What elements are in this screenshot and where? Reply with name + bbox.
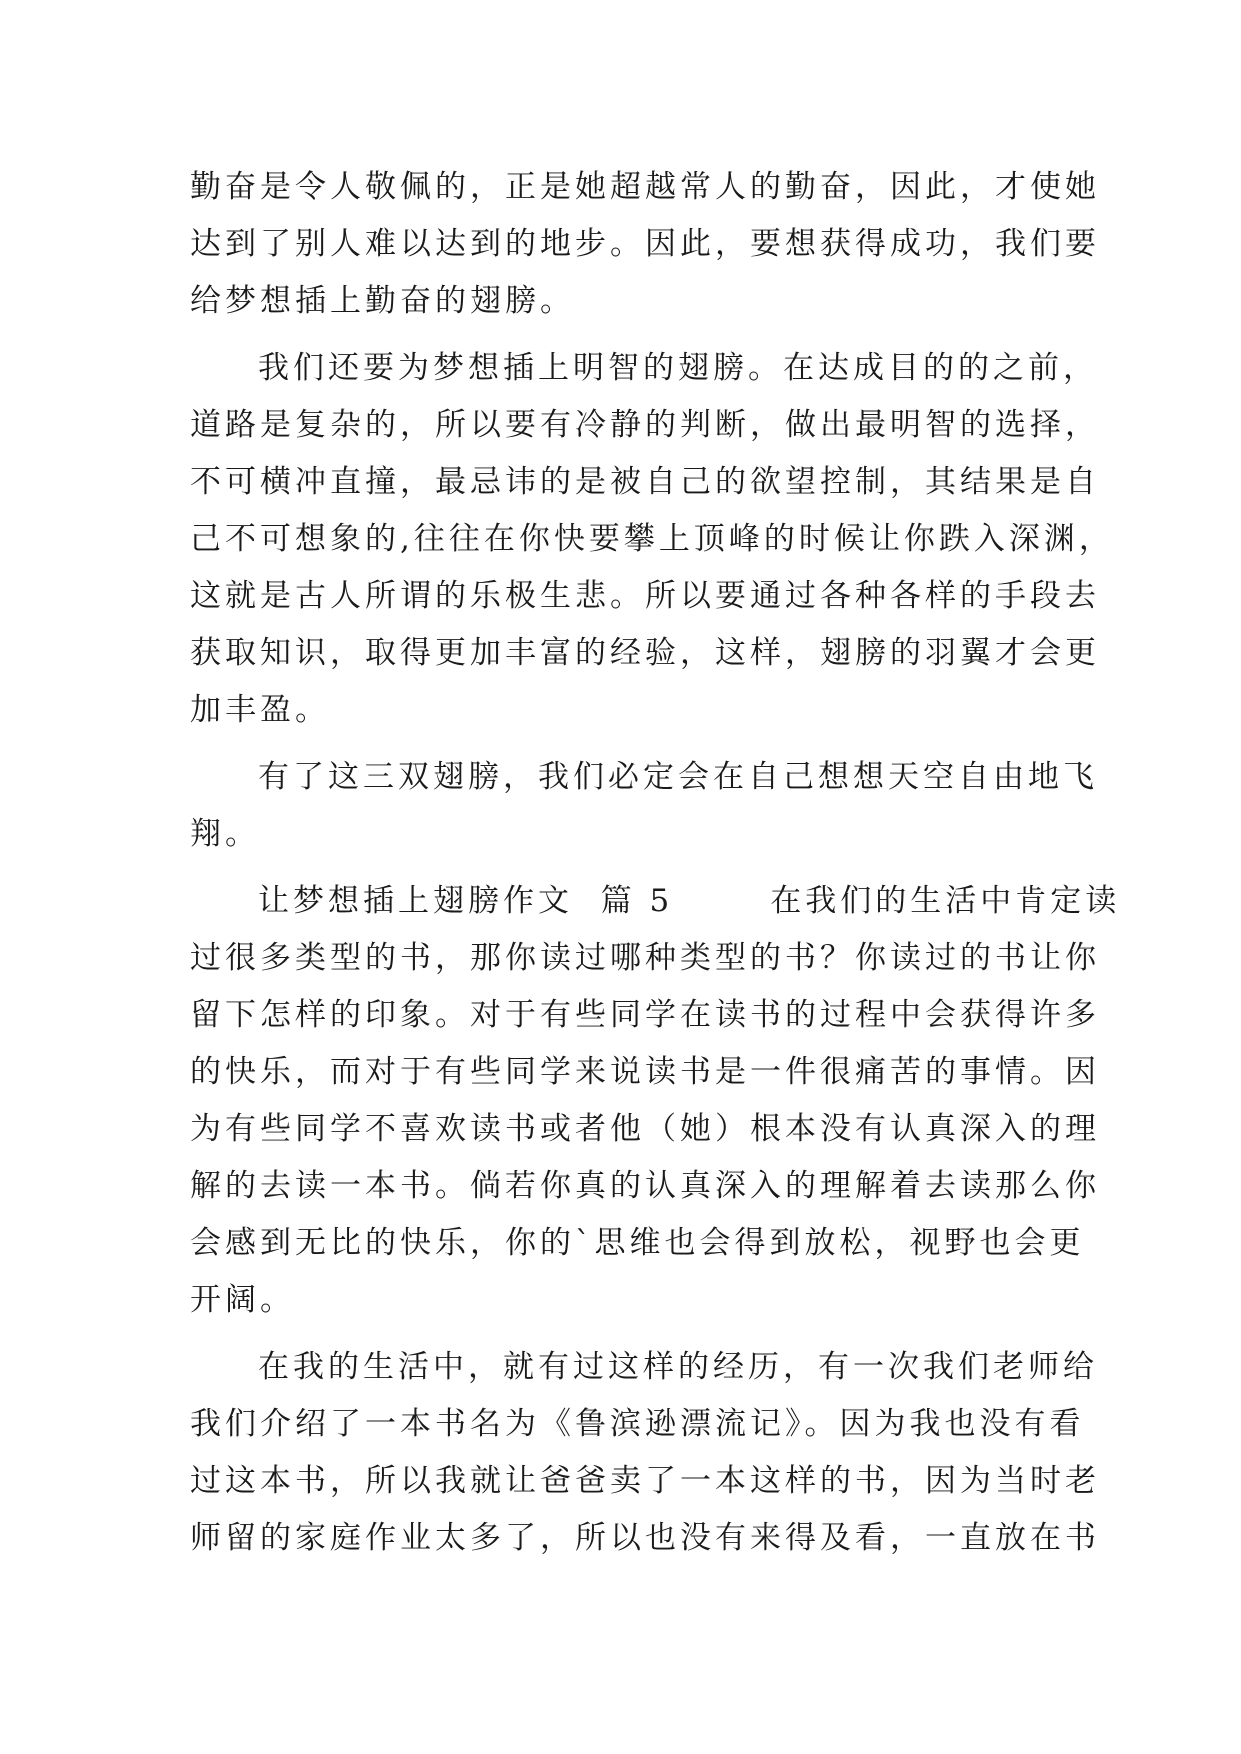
text-line: 己不可想象的,往往在你快要攀上顶峰的时候让你跌入深渊，: [190, 521, 1114, 557]
text-line: 达到了别人难以达到的地步。因此，要想获得成功，我们要: [190, 226, 1100, 262]
text-line: 开阔。: [190, 1282, 295, 1318]
text-line: 为有些同学不喜欢读书或者他（她）根本没有认真深入的理: [190, 1111, 1100, 1147]
text-line: 在我的生活中，就有过这样的经历，有一次我们老师给: [258, 1349, 1098, 1385]
text-line: 过很多类型的书，那你读过哪种类型的书？你读过的书让你: [190, 940, 1100, 976]
text-line: 师留的家庭作业太多了，所以也没有来得及看，一直放在书: [190, 1520, 1100, 1556]
text-line: 加丰盈。: [190, 692, 330, 728]
text-line: 的快乐，而对于有些同学来说读书是一件很痛苦的事情。因: [190, 1054, 1100, 1090]
text-line: 留下怎样的印象。对于有些同学在读书的过程中会获得许多: [190, 997, 1100, 1033]
text-line: 解的去读一本书。倘若你真的认真深入的理解着去读那么你: [190, 1168, 1100, 1204]
text-line: 给梦想插上勤奋的翅膀。: [190, 283, 575, 319]
text-line: 不可横冲直撞，最忌讳的是被自己的欲望控制，其结果是自: [190, 464, 1100, 500]
text-line: 获取知识，取得更加丰富的经验，这样，翅膀的羽翼才会更: [190, 635, 1100, 671]
text-line: 我们还要为梦想插上明智的翅膀。在达成目的的之前，: [258, 350, 1098, 386]
text-line: 过这本书，所以我就让爸爸卖了一本这样的书，因为当时老: [190, 1463, 1100, 1499]
text-line: 我们介绍了一本书名为《鲁滨逊漂流记》。因为我也没有看: [190, 1406, 1085, 1442]
text-line: 让梦想插上翅膀作文 篇 5 在我们的生活中肯定读: [258, 883, 1121, 919]
text-line: 翔。: [190, 816, 260, 852]
text-line: 这就是古人所谓的乐极生悲。所以要通过各种各样的手段去: [190, 578, 1100, 614]
text-line: 勤奋是令人敬佩的，正是她超越常人的勤奋，因此，才使她: [190, 169, 1100, 205]
text-line: 有了这三双翅膀，我们必定会在自己想想天空自由地飞: [258, 759, 1098, 795]
text-line: 会感到无比的快乐，你的`思维也会得到放松，视野也会更: [190, 1225, 1085, 1261]
text-line: 道路是复杂的，所以要有冷静的判断，做出最明智的选择，: [190, 407, 1100, 443]
